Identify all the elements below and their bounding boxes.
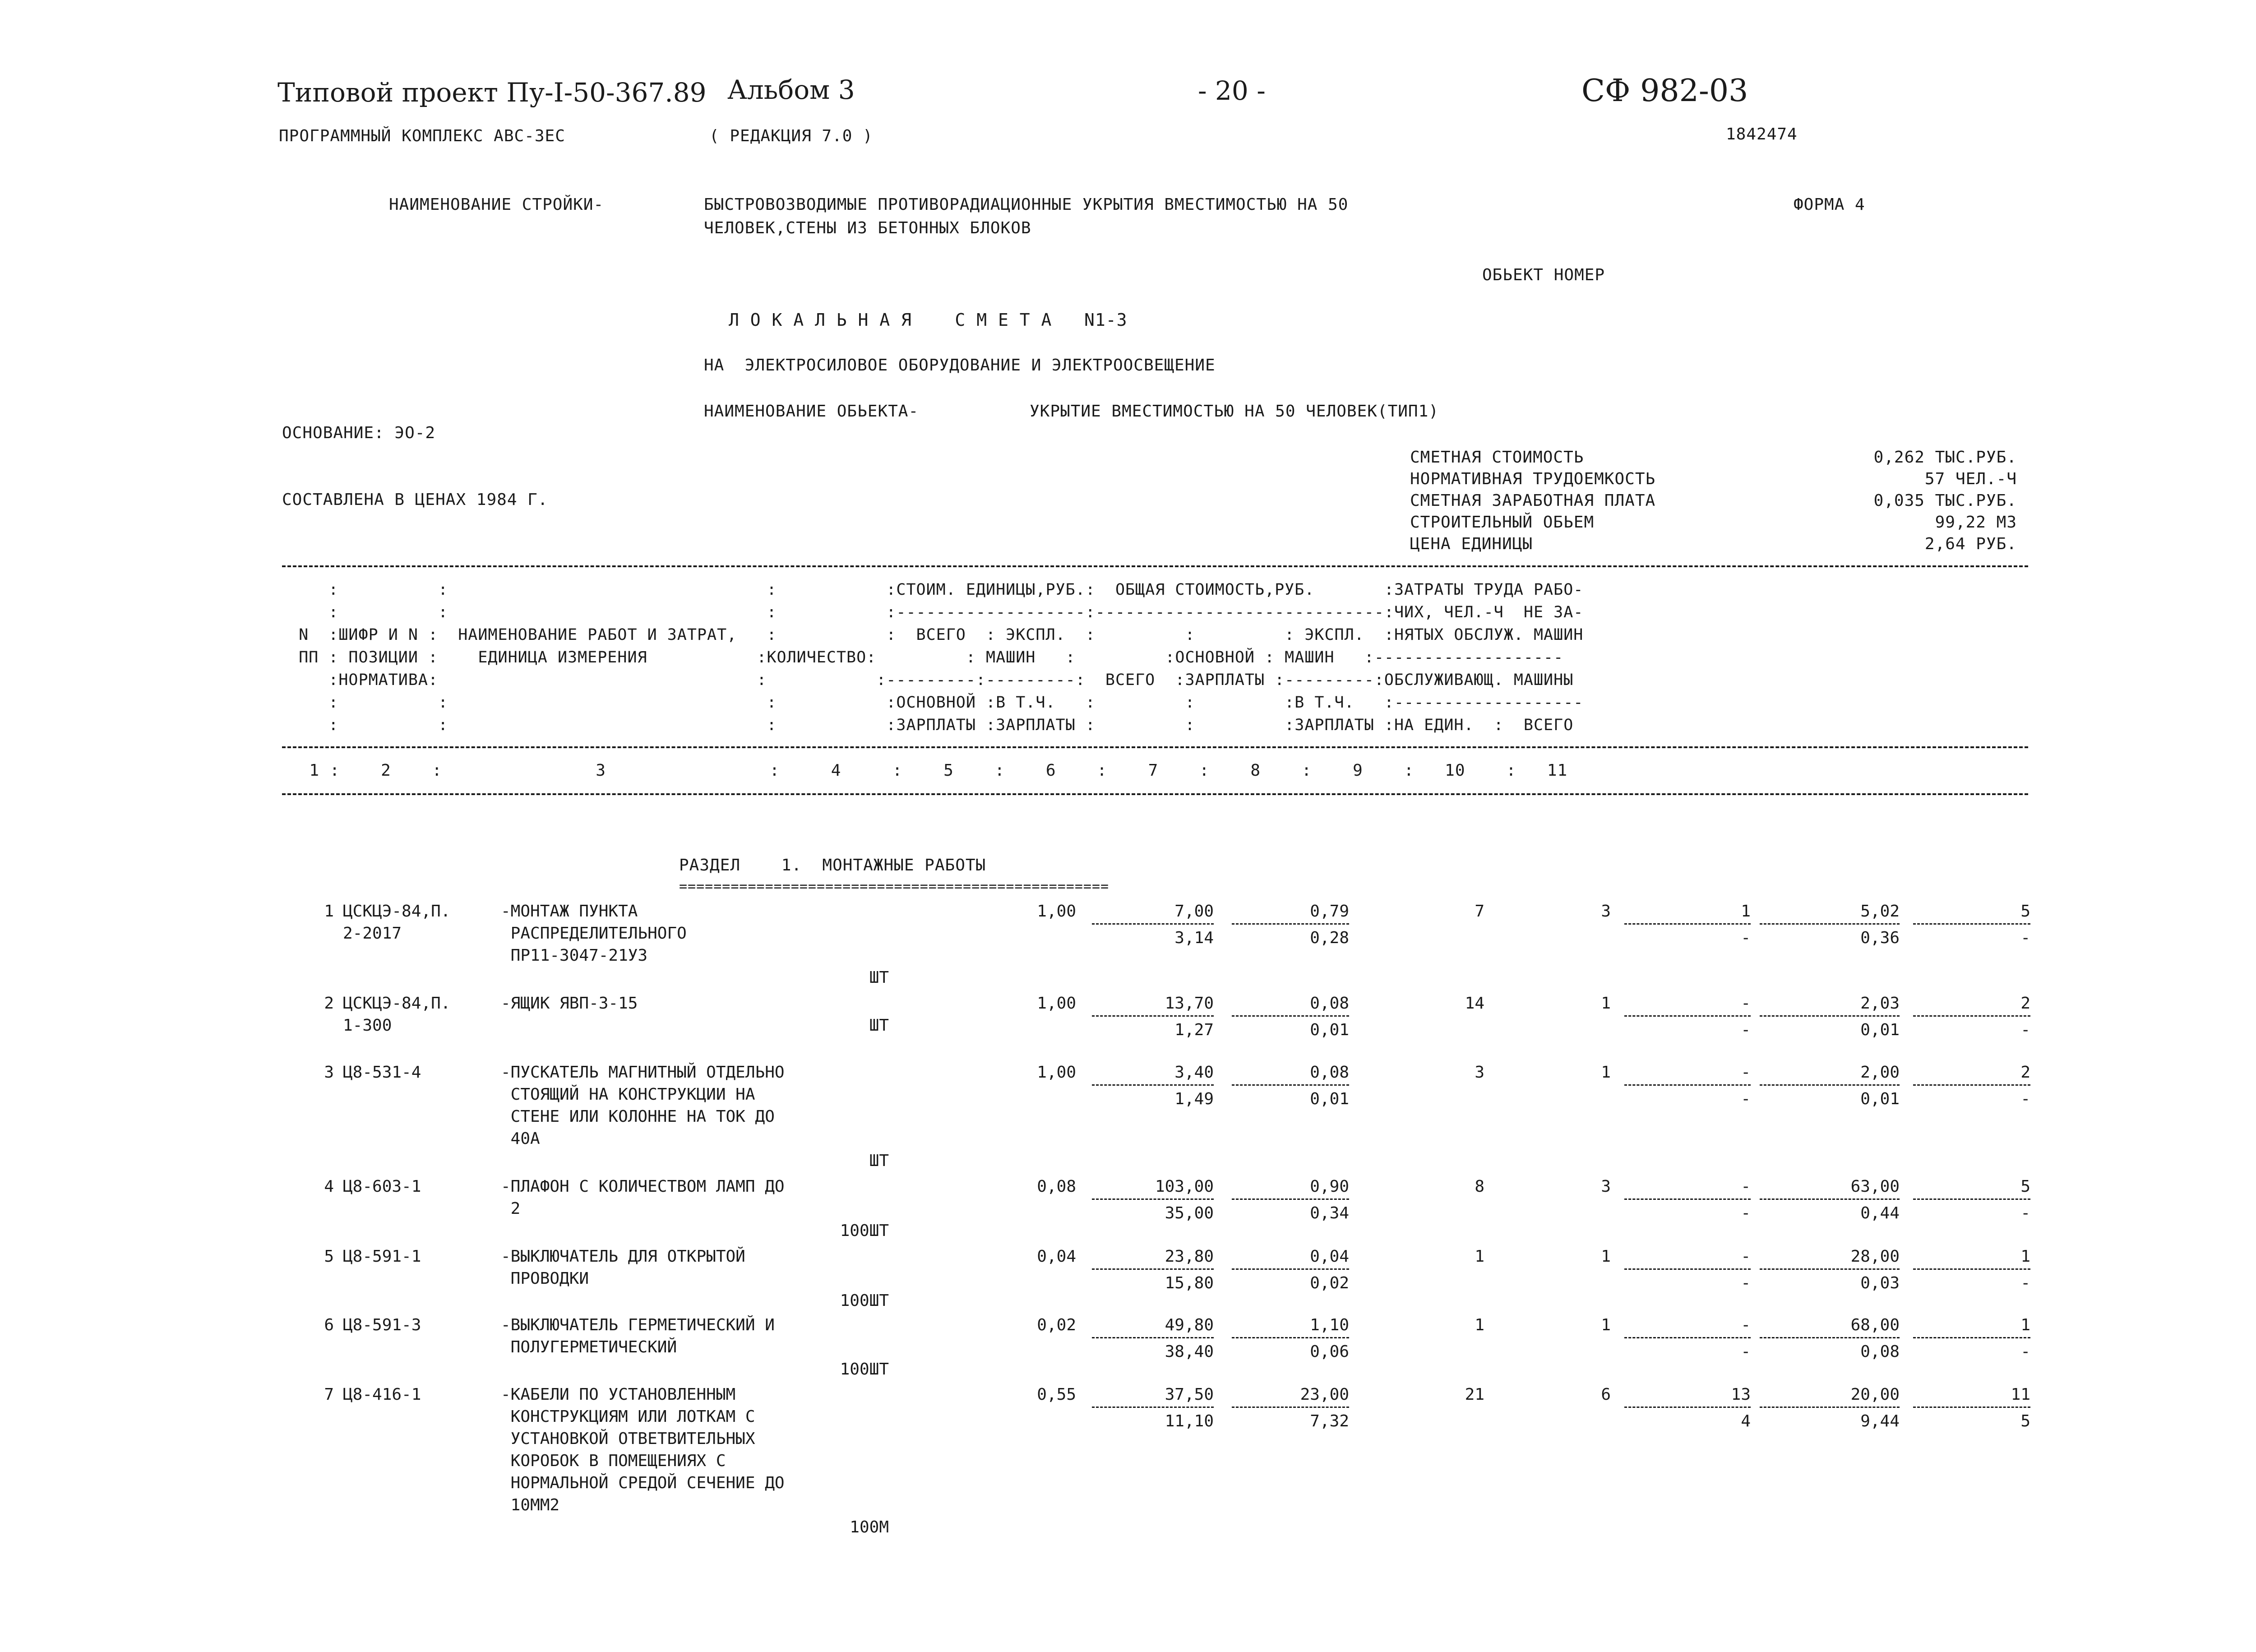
item-code: ЦСКЦЭ-84,П. bbox=[343, 994, 451, 1013]
item-c8: 1 bbox=[1601, 1063, 1611, 1082]
item-c9: - bbox=[1741, 929, 1751, 947]
item-c9: 4 bbox=[1741, 1412, 1751, 1430]
header-rule bbox=[282, 746, 2028, 748]
item-c10: 63,00 bbox=[1850, 1177, 1900, 1196]
item-qty: 0,04 bbox=[1037, 1247, 1076, 1266]
labor-divider bbox=[1624, 1268, 1751, 1270]
item-c8: 3 bbox=[1601, 902, 1611, 921]
cost-divider bbox=[1092, 1015, 1214, 1017]
cost-divider bbox=[1092, 1268, 1214, 1270]
item-name: -ПУСКАТЕЛЬ МАГНИТНЫЙ ОТДЕЛЬНО bbox=[501, 1063, 785, 1082]
cost-divider bbox=[1232, 1268, 1349, 1270]
item-c5: 15,80 bbox=[1165, 1274, 1214, 1292]
labor-divider bbox=[1624, 1084, 1751, 1086]
object-label: НАИМЕНОВАНИЕ ОБЬЕКТА- bbox=[704, 402, 919, 421]
item-c10: 68,00 bbox=[1850, 1316, 1900, 1334]
cost-divider bbox=[1232, 1199, 1349, 1200]
table-header-line: : : : :ОСНОВНОЙ :В Т.Ч. : : :В Т.Ч. :------------------- bbox=[289, 694, 1584, 712]
labor-divider bbox=[1913, 1268, 2030, 1270]
item-c6: 0,08 bbox=[1310, 1063, 1349, 1082]
item-name: КОНСТРУКЦИЯМ ИЛИ ЛОТКАМ С bbox=[501, 1407, 755, 1426]
item-c5: 1,27 bbox=[1174, 1021, 1214, 1039]
table-header-line: : : : :СТОИМ. ЕДИНИЦЫ,РУБ.: ОБЩАЯ СТОИМОСТЬ,РУБ. :ЗАТРАТЫ ТРУДА РАБО- bbox=[289, 581, 1584, 599]
form-label: ФОРМА 4 bbox=[1794, 195, 1865, 214]
item-c7: 1 bbox=[1475, 1316, 1484, 1334]
cost-divider bbox=[1092, 1337, 1214, 1338]
cost-divider bbox=[1092, 1084, 1214, 1086]
table-header-line: : : : :-------------------:-----------------------------:ЧИХ, ЧЕЛ.-Ч НЕ ЗА- bbox=[289, 603, 1584, 621]
item-c5: 49,80 bbox=[1165, 1316, 1214, 1334]
item-c5: 13,70 bbox=[1165, 994, 1214, 1013]
item-c9: - bbox=[1741, 1342, 1751, 1361]
item-unit: 100ШТ bbox=[840, 1291, 889, 1310]
item-c9: - bbox=[1741, 1021, 1751, 1039]
item-name: ПР11-3047-21У3 bbox=[501, 946, 648, 965]
item-c9: - bbox=[1741, 1316, 1751, 1334]
item-c10: 2,03 bbox=[1860, 994, 1900, 1013]
item-qty: 1,00 bbox=[1037, 994, 1076, 1013]
item-c6: 0,06 bbox=[1310, 1342, 1349, 1361]
item-c11: - bbox=[2020, 1090, 2030, 1108]
estimate-subject: НА ЭЛЕКТРОСИЛОВОЕ ОБОРУДОВАНИЕ И ЭЛЕКТРООСВЕЩЕНИЕ bbox=[704, 356, 1216, 375]
item-c5: 37,50 bbox=[1165, 1385, 1214, 1404]
page-number: - 20 - bbox=[1198, 75, 1266, 106]
item-c10: 0,01 bbox=[1860, 1090, 1900, 1108]
item-c9: - bbox=[1741, 1274, 1751, 1292]
item-code: Ц8-591-1 bbox=[343, 1247, 421, 1266]
cost-divider bbox=[1232, 1015, 1349, 1017]
item-c5: 23,80 bbox=[1165, 1247, 1214, 1266]
item-c5: 103,00 bbox=[1155, 1177, 1214, 1196]
labor-divider bbox=[1624, 1337, 1751, 1338]
cost-divider bbox=[1232, 923, 1349, 925]
item-c10: 9,44 bbox=[1860, 1412, 1900, 1430]
item-c6: 0,79 bbox=[1310, 902, 1349, 921]
item-qty: 0,02 bbox=[1037, 1316, 1076, 1334]
item-unit: 100М bbox=[850, 1518, 889, 1536]
cost-divider bbox=[1092, 1407, 1214, 1408]
labor-divider bbox=[1760, 1407, 1900, 1408]
item-c7: 21 bbox=[1465, 1385, 1484, 1404]
item-qty: 0,08 bbox=[1037, 1177, 1076, 1196]
item-c9: - bbox=[1741, 994, 1751, 1013]
album-label: Альбом 3 bbox=[727, 74, 855, 105]
item-c11: 2 bbox=[2020, 994, 2030, 1013]
item-unit: 100ШТ bbox=[840, 1360, 889, 1379]
labor-divider bbox=[1760, 1337, 1900, 1338]
program-edition: ( РЕДАКЦИЯ 7.0 ) bbox=[709, 127, 873, 145]
item-c5: 35,00 bbox=[1165, 1204, 1214, 1222]
item-c6: 0,28 bbox=[1310, 929, 1349, 947]
item-c10: 5,02 bbox=[1860, 902, 1900, 921]
item-c6: 0,08 bbox=[1310, 994, 1349, 1013]
item-c11: 5 bbox=[2020, 1412, 2030, 1430]
item-c11: 5 bbox=[2020, 1177, 2030, 1196]
item-c10: 0,03 bbox=[1860, 1274, 1900, 1292]
cost-divider bbox=[1092, 1199, 1214, 1200]
section-underline: ================================================== bbox=[679, 879, 1110, 894]
item-qty: 1,00 bbox=[1037, 1063, 1076, 1082]
item-name: СТОЯЩИЙ НА КОНСТРУКЦИИ НА bbox=[501, 1085, 755, 1104]
item-c11: - bbox=[2020, 1021, 2030, 1039]
item-c11: - bbox=[2020, 1204, 2030, 1222]
labor-divider bbox=[1913, 923, 2030, 925]
item-unit: ШТ bbox=[869, 1016, 889, 1035]
item-c10: 0,36 bbox=[1860, 929, 1900, 947]
item-c11: 5 bbox=[2020, 902, 2030, 921]
item-name: -ЯЩИК ЯВП-3-15 bbox=[501, 994, 638, 1013]
item-c6: 0,02 bbox=[1310, 1274, 1349, 1292]
item-name: УСТАНОВКОЙ ОТВЕТВИТЕЛЬНЫХ bbox=[501, 1430, 755, 1448]
labor-divider bbox=[1624, 923, 1751, 925]
item-c11: - bbox=[2020, 929, 2030, 947]
item-unit: ШТ bbox=[869, 968, 889, 987]
item-qty: 1,00 bbox=[1037, 902, 1076, 921]
item-unit: 100ШТ bbox=[840, 1222, 889, 1240]
item-n: 2 bbox=[324, 994, 334, 1013]
item-c5: 1,49 bbox=[1174, 1090, 1214, 1108]
item-n: 3 bbox=[324, 1063, 334, 1082]
item-c9: 13 bbox=[1731, 1385, 1751, 1404]
item-c9: 1 bbox=[1741, 902, 1751, 921]
item-code: Ц8-531-4 bbox=[343, 1063, 421, 1082]
program-name: ПРОГРАММНЫЙ КОМПЛЕКС АВС-ЗЕС bbox=[279, 127, 565, 145]
summary-label: СТРОИТЕЛЬНЫЙ ОБЬЕМ bbox=[1410, 513, 1595, 532]
item-n: 1 bbox=[324, 902, 334, 921]
document-number: 1842474 bbox=[1726, 125, 1798, 143]
item-c9: - bbox=[1741, 1177, 1751, 1196]
item-qty: 0,55 bbox=[1037, 1385, 1076, 1404]
table-header-line: N :ШИФР И N : НАИМЕНОВАНИЕ РАБОТ И ЗАТРАТ, : : ВСЕГО : ЭКСПЛ. : : : ЭКСПЛ. :НЯТЫХ ОБСЛУЖ. МАШИН bbox=[289, 626, 1584, 644]
item-c5: 11,10 bbox=[1165, 1412, 1214, 1430]
prices-label: СОСТАВЛЕНА В ЦЕНАХ 1984 Г. bbox=[282, 491, 548, 509]
item-name: 2 bbox=[501, 1199, 521, 1218]
item-c7: 3 bbox=[1475, 1063, 1484, 1082]
item-code: Ц8-591-3 bbox=[343, 1316, 421, 1334]
item-c6: 0,90 bbox=[1310, 1177, 1349, 1196]
item-c9: - bbox=[1741, 1247, 1751, 1266]
item-c10: 0,44 bbox=[1860, 1204, 1900, 1222]
column-numbers: 1 : 2 : 3 : 4 : 5 : 6 : 7 : 8 : 9 : 10 : 11 bbox=[289, 761, 1568, 780]
item-code: 1-300 bbox=[343, 1016, 392, 1035]
item-name: -ВЫКЛЮЧАТЕЛЬ ДЛЯ ОТКРЫТОЙ bbox=[501, 1247, 745, 1266]
item-c11: 11 bbox=[2011, 1385, 2030, 1404]
item-name: РАСПРЕДЕЛИТЕЛЬНОГО bbox=[501, 924, 687, 943]
labor-divider bbox=[1913, 1084, 2030, 1086]
item-name: -ВЫКЛЮЧАТЕЛЬ ГЕРМЕТИЧЕСКИЙ И bbox=[501, 1316, 775, 1334]
item-c6: 1,10 bbox=[1310, 1316, 1349, 1334]
item-code: ЦСКЦЭ-84,П. bbox=[343, 902, 451, 921]
labor-divider bbox=[1624, 1015, 1751, 1017]
summary-label: СМЕТНАЯ ЗАРАБОТНАЯ ПЛАТА bbox=[1410, 491, 1656, 510]
item-name: СТЕНЕ ИЛИ КОЛОННЕ НА ТОК ДО bbox=[501, 1107, 775, 1126]
item-c8: 1 bbox=[1601, 1247, 1611, 1266]
item-c6: 23,00 bbox=[1300, 1385, 1349, 1404]
object-name: УКРЫТИЕ ВМЕСТИМОСТЬЮ НА 50 ЧЕЛОВЕК(ТИП1) bbox=[1030, 402, 1439, 421]
item-n: 6 bbox=[324, 1316, 334, 1334]
labor-divider bbox=[1760, 1084, 1900, 1086]
item-c11: - bbox=[2020, 1274, 2030, 1292]
item-c10: 20,00 bbox=[1850, 1385, 1900, 1404]
item-code: 2-2017 bbox=[343, 924, 402, 943]
item-c5: 3,14 bbox=[1174, 929, 1214, 947]
item-c11: - bbox=[2020, 1342, 2030, 1361]
labor-divider bbox=[1624, 1407, 1751, 1408]
summary-label: ЦЕНА ЕДИНИЦЫ bbox=[1410, 535, 1533, 553]
estimate-title: Л О К А Л Ь Н А Я С М Е Т А N1-3 bbox=[729, 310, 1128, 330]
summary-value: 57 ЧЕЛ.-Ч bbox=[1924, 470, 2017, 488]
summary-value: 0,262 ТЫС.РУБ. bbox=[1873, 448, 2017, 467]
item-c6: 0,01 bbox=[1310, 1090, 1349, 1108]
item-c9: - bbox=[1741, 1063, 1751, 1082]
column-numbers-rule bbox=[282, 793, 2028, 795]
item-c7: 1 bbox=[1475, 1247, 1484, 1266]
item-c6: 0,04 bbox=[1310, 1247, 1349, 1266]
item-c5: 38,40 bbox=[1165, 1342, 1214, 1361]
item-c7: 8 bbox=[1475, 1177, 1484, 1196]
item-name: ПОЛУГЕРМЕТИЧЕСКИЙ bbox=[501, 1338, 677, 1356]
item-code: Ц8-416-1 bbox=[343, 1385, 421, 1404]
table-header-line: : : : :ЗАРПЛАТЫ :ЗАРПЛАТЫ : : :ЗАРПЛАТЫ :НА ЕДИН. : ВСЕГО bbox=[289, 716, 1574, 734]
table-header-line: :НОРМАТИВА: : :---------:---------: ВСЕГО :ЗАРПЛАТЫ :---------:ОБСЛУЖИВАЮЩ. МАШИНЫ bbox=[289, 671, 1574, 689]
labor-divider bbox=[1913, 1337, 2030, 1338]
labor-divider bbox=[1913, 1407, 2030, 1408]
item-n: 4 bbox=[324, 1177, 334, 1196]
item-name: 40А bbox=[501, 1129, 540, 1148]
item-n: 5 bbox=[324, 1247, 334, 1266]
cost-divider bbox=[1232, 1084, 1349, 1086]
item-c7: 7 bbox=[1475, 902, 1484, 921]
item-c10: 28,00 bbox=[1850, 1247, 1900, 1266]
item-name: КОРОБОК В ПОМЕЩЕНИЯХ С bbox=[501, 1452, 726, 1470]
item-name: 10ММ2 bbox=[501, 1496, 560, 1514]
item-c8: 1 bbox=[1601, 1316, 1611, 1334]
summary-label: СМЕТНАЯ СТОИМОСТЬ bbox=[1410, 448, 1584, 467]
summary-value: 0,035 ТЫС.РУБ. bbox=[1873, 491, 2017, 510]
item-c8: 1 bbox=[1601, 994, 1611, 1013]
item-name: НОРМАЛЬНОЙ СРЕДОЙ СЕЧЕНИЕ ДО bbox=[501, 1474, 785, 1492]
summary-value: 2,64 РУБ. bbox=[1924, 535, 2017, 553]
item-n: 7 bbox=[324, 1385, 334, 1404]
item-code: Ц8-603-1 bbox=[343, 1177, 421, 1196]
summary-value: 99,22 М3 bbox=[1935, 513, 2017, 532]
construction-line-2: ЧЕЛОВЕК,СТЕНЫ ИЗ БЕТОННЫХ БЛОКОВ bbox=[704, 219, 1031, 237]
item-c6: 0,01 bbox=[1310, 1021, 1349, 1039]
labor-divider bbox=[1913, 1015, 2030, 1017]
item-c10: 0,01 bbox=[1860, 1021, 1900, 1039]
labor-divider bbox=[1913, 1199, 2030, 1200]
cost-divider bbox=[1092, 923, 1214, 925]
section-title: РАЗДЕЛ 1. МОНТАЖНЫЕ РАБОТЫ bbox=[679, 856, 986, 875]
item-c11: 1 bbox=[2020, 1247, 2030, 1266]
cost-divider bbox=[1232, 1337, 1349, 1338]
sheet-code: СФ 982-03 bbox=[1581, 73, 1748, 109]
item-c9: - bbox=[1741, 1204, 1751, 1222]
item-c8: 3 bbox=[1601, 1177, 1611, 1196]
construction-label: НАИМЕНОВАНИЕ СТРОЙКИ- bbox=[389, 195, 604, 214]
item-c11: 2 bbox=[2020, 1063, 2030, 1082]
labor-divider bbox=[1624, 1199, 1751, 1200]
labor-divider bbox=[1760, 1199, 1900, 1200]
cost-divider bbox=[1232, 1407, 1349, 1408]
item-name: ПРОВОДКИ bbox=[501, 1269, 589, 1288]
project-title: Типовой проект Пу-I-50-367.89 bbox=[277, 77, 707, 108]
summary-label: НОРМАТИВНАЯ ТРУДОЕМКОСТЬ bbox=[1410, 470, 1656, 488]
item-c11: 1 bbox=[2020, 1316, 2030, 1334]
item-name: -ПЛАФОН С КОЛИЧЕСТВОМ ЛАМП ДО bbox=[501, 1177, 785, 1196]
item-c5: 7,00 bbox=[1174, 902, 1214, 921]
item-name: -МОНТАЖ ПУНКТА bbox=[501, 902, 638, 921]
table-top-rule bbox=[282, 565, 2028, 567]
item-unit: ШТ bbox=[869, 1152, 889, 1170]
labor-divider bbox=[1760, 1268, 1900, 1270]
item-c6: 0,34 bbox=[1310, 1204, 1349, 1222]
item-c7: 14 bbox=[1465, 994, 1484, 1013]
item-c6: 7,32 bbox=[1310, 1412, 1349, 1430]
item-c9: - bbox=[1741, 1090, 1751, 1108]
labor-divider bbox=[1760, 923, 1900, 925]
labor-divider bbox=[1760, 1015, 1900, 1017]
item-c10: 2,00 bbox=[1860, 1063, 1900, 1082]
table-header-line: ПП : ПОЗИЦИИ : ЕДИНИЦА ИЗМЕРЕНИЯ :КОЛИЧЕСТВО: : МАШИН : :ОСНОВНОЙ : МАШИН :------------------- bbox=[289, 648, 1564, 666]
item-c5: 3,40 bbox=[1174, 1063, 1214, 1082]
item-c8: 6 bbox=[1601, 1385, 1611, 1404]
object-number-label: ОБЬЕКТ НОМЕР bbox=[1482, 266, 1605, 284]
item-name: -КАБЕЛИ ПО УСТАНОВЛЕННЫМ bbox=[501, 1385, 736, 1404]
basis-label: ОСНОВАНИЕ: ЭО-2 bbox=[282, 424, 436, 442]
construction-line-1: БЫСТРОВОЗВОДИМЫЕ ПРОТИВОРАДИАЦИОННЫЕ УКРЫТИЯ ВМЕСТИМОСТЬЮ НА 50 bbox=[704, 195, 1349, 214]
item-c10: 0,08 bbox=[1860, 1342, 1900, 1361]
